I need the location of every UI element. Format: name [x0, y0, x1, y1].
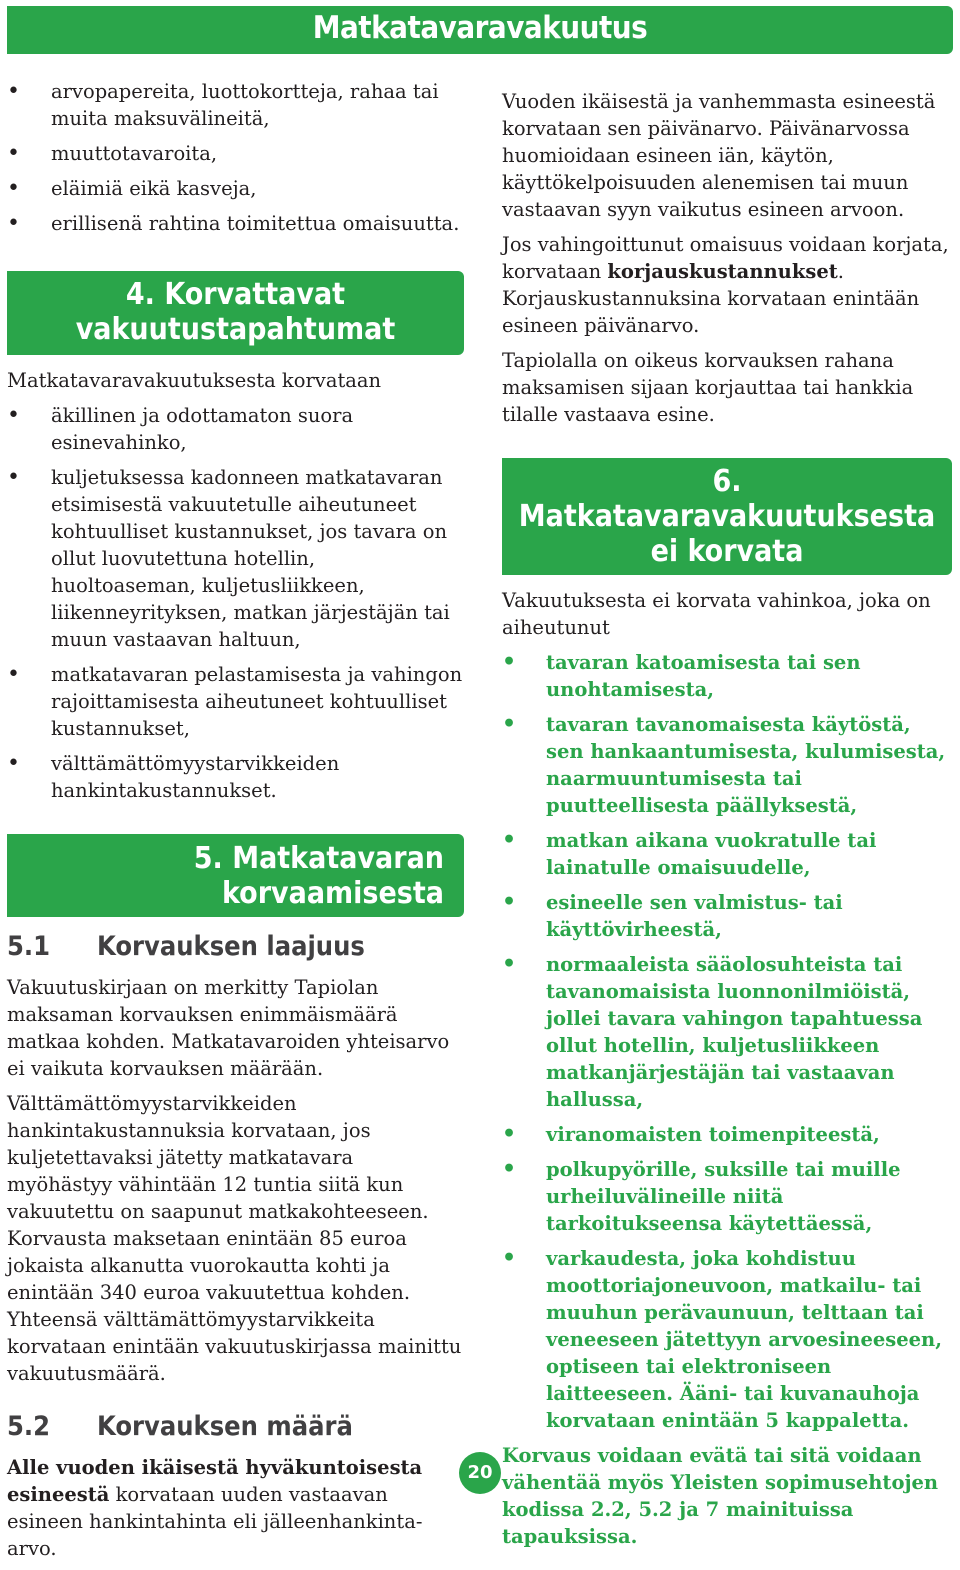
- list-item: • matkan aikana vuokratulle tai lainatulle omaisuudelle,: [502, 827, 952, 881]
- subsection-title: Korvauksen määrä: [97, 1411, 353, 1442]
- closing-note: Korvaus voidaan evätä tai sitä voidaan vähentää myös Yleisten sopimusehtojen kodissa 2.2, 5.2 ja 7 mainituissa tapauksissa.: [502, 1444, 939, 1548]
- section-6-bullets: [502, 649, 952, 1434]
- list-item: • muuttotavaroita,: [7, 140, 464, 167]
- left-column: [7, 78, 464, 1570]
- list-item: • erillisenä rahtina toimitettua omaisuutta.: [7, 210, 464, 237]
- right-column: [502, 88, 952, 1558]
- text-span: Jos vahingoittunut omaisuus voidaan korjata, korvataan: [502, 233, 949, 283]
- bold-phrase: Alle vuoden ikäisestä hyväkuntoisesta esineestä: [7, 1456, 423, 1506]
- list-item: • polkupyörille, suksille tai muille urheiluvälineille niitä tarkoitukseensa käytettäessä,: [502, 1156, 952, 1237]
- list-item: • välttämättömyystarvikkeiden hankintakustannukset.: [7, 750, 464, 804]
- section-4-title-line2: vakuutustapahtumat: [75, 312, 396, 347]
- paragraph: [502, 231, 952, 339]
- section-4-intro: Matkatavaravakuutuksesta korvataan: [7, 369, 382, 392]
- section-6-title-line1: 6. Matkatavaravakuutuksesta: [518, 464, 936, 534]
- page-number-badge: 20: [459, 1452, 501, 1494]
- paragraph: Vakuutuskirjaan on merkitty Tapiolan maksaman korvauksen enimmäismäärä matkaa kohden. Matkatavaroiden yhteisarvo ei vaikuta korvauksen määrään.: [7, 976, 450, 1080]
- subsection-title: Korvauksen laajuus: [97, 931, 365, 962]
- section-6-intro: Vakuutuksesta ei korvata vahinkoa, joka on aiheutunut: [502, 589, 931, 639]
- section-4-bullets: [7, 402, 464, 804]
- paragraph: [7, 1454, 464, 1562]
- list-item: • varkaudesta, joka kohdistuu moottoriajoneuvoon, matkailu- tai muuhun perävaunuun, telttaan tai veneeseen jätettyyn arvoesineeseen, optiseen tai elektroniseen laitteeseen. Ääni- tai kuvanauhoja korvataan enintään 5 kappaletta.: [502, 1245, 952, 1434]
- section-4-title-line1: 4. Korvattavat: [125, 277, 346, 312]
- list-item: • arvopapereita, luottokortteja, rahaa tai muita maksuvälineitä,: [7, 78, 464, 132]
- paragraph: Vuoden ikäisestä ja vanhemmasta esineestä korvataan sen päivänarvo. Päivänarvossa huomioidaan esineen iän, käytön, käyttökelpoisuuden alenemisen tai muun vastaavan syyn vaikutus esineen arvoon.: [502, 90, 936, 221]
- bold-phrase: korjauskustannukset: [607, 260, 838, 283]
- bullet-list-top: [7, 78, 464, 237]
- text-span: . Korjauskustannuksina korvataan enintään esineen päivänarvo.: [502, 260, 920, 337]
- text-span: korvataan uuden vastaavan esineen hankintahinta eli jälleenhankinta-arvo.: [7, 1483, 423, 1560]
- section-6-heading: [502, 458, 952, 575]
- list-item: • esineelle sen valmistus- tai käyttövirheestä,: [502, 889, 952, 943]
- section-6-title-line2: ei korvata: [650, 534, 804, 569]
- subsection-number: 5.2: [7, 1411, 51, 1442]
- list-item: • matkatavaran pelastamisesta ja vahingon rajoittamisesta aiheutuneet kohtuulliset kustannukset,: [7, 661, 464, 742]
- paragraph: Tapiolalla on oikeus korvauksen rahana maksamisen sijaan korjauttaa tai hankkia tilalle vastaava esine.: [502, 349, 914, 426]
- list-item: • äkillinen ja odottamaton suora esinevahinko,: [7, 402, 464, 456]
- section-4-heading: [7, 271, 464, 355]
- list-item: • eläimiä eikä kasveja,: [7, 175, 464, 202]
- subsection-number: 5.1: [7, 931, 51, 962]
- subsection-5-1-heading: [7, 933, 464, 960]
- list-item: • tavaran katoamisesta tai sen unohtamisesta,: [502, 649, 952, 703]
- section-5-heading: 5. Matkatavaran korvaamisesta: [7, 834, 464, 917]
- list-item: • kuljetuksessa kadonneen matkatavaran etsimisestä vakuutetulle aiheutuneet kohtuulliset kustannukset, jos tavara on ollut luovutettuna hotellin, huoltoaseman, kuljetusliikkeen, liikenneyrityksen, matkan järjestäjän tai muun vastaavan haltuun,: [7, 464, 464, 653]
- list-item: • tavaran tavanomaisesta käytöstä, sen hankaantumisesta, kulumisesta, naarmuuntumisesta tai puutteellisesta päällyksestä,: [502, 711, 952, 819]
- page-title: Matkatavaravakuutus: [312, 10, 648, 46]
- subsection-5-2-heading: [7, 1413, 464, 1440]
- paragraph: Välttämättömyystarvikkeiden hankintakustannuksia korvataan, jos kuljetettavaksi jätetty matkatavara myöhästyy vähintään 12 tuntia siitä kun vakuutettu on saapunut matkakohteeseen. Korvausta maksetaan enintään 85 euroa jokaista alkanutta vuorokautta kohti ja enintään 340 euroa vakuutettua kohden. Yhteensä välttämättömyystarvikkeita korvataan enintään vakuutuskirjassa mainittu vakuutusmäärä.: [7, 1092, 462, 1385]
- list-item: • viranomaisten toimenpiteestä,: [502, 1121, 952, 1148]
- list-item: • normaaleista sääolosuhteista tai tavanomaisista luonnonilmiöistä, jollei tavara vahingon tapahtuessa ollut hotellin, kuljetusliikkeen matkanjärjestäjän tai vastaavan hallussa,: [502, 951, 952, 1113]
